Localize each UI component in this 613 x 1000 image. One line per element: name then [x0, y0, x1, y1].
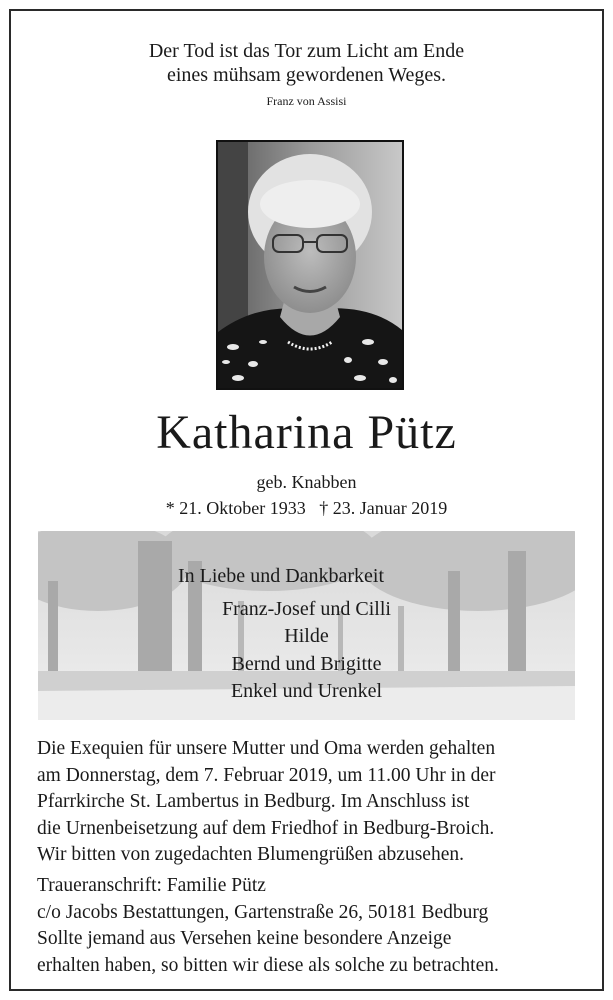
text-line: Pfarrkirche St. Lambertus in Bedburg. Im Anschluss ist — [37, 791, 470, 812]
text-line: Die Exequien für unsere Mutter und Oma werden gehalten — [37, 738, 496, 759]
birth-date: * 21. Oktober 1933 — [165, 498, 306, 518]
life-dates — [0, 498, 613, 519]
mourner-line: Enkel und Urenkel — [230, 680, 383, 702]
quote-line-2: eines mühsam gewordenen Weges. — [166, 64, 447, 86]
text-line: c/o Jacobs Bestattungen, Gartenstraße 26, 50181 Bedburg — [37, 901, 489, 923]
mourners-heading: In Liebe und Dankbarkeit — [178, 565, 385, 587]
quote-author: Franz von Assisi — [266, 94, 347, 108]
quote-line-1: Der Tod ist das Tor zum Licht am Ende — [148, 40, 465, 62]
text-line: Traueranschrift: Familie Pütz — [37, 875, 266, 896]
text-line: erhalten haben, so bitten wir diese als solche zu betrachten. — [37, 954, 499, 976]
forest-background-image — [38, 531, 575, 720]
text-line: am Donnerstag, dem 7. Februar 2019, um 11.00 Uhr in der — [37, 764, 496, 786]
text-line: Wir bitten von zugedachten Blumengrüßen abzusehen. — [37, 844, 464, 865]
mourner-line: Bernd und Brigitte — [231, 653, 382, 675]
birth-name: geb. Knabben — [256, 472, 357, 492]
text-line: Sollte jemand aus Versehen keine besondere Anzeige — [37, 928, 452, 949]
mourning-address — [37, 873, 499, 979]
death-date: † 23. Januar 2019 — [319, 498, 448, 518]
mourner-line: Hilde — [284, 625, 329, 647]
deceased-name: Katharina Pütz — [156, 406, 457, 459]
text-line: die Urnenbeisetzung auf dem Friedhof in Bedburg-Broich. — [37, 817, 495, 839]
portrait-photo — [216, 140, 404, 390]
mourner-line: Franz-Josef und Cilli — [222, 598, 391, 620]
service-details — [37, 736, 496, 869]
